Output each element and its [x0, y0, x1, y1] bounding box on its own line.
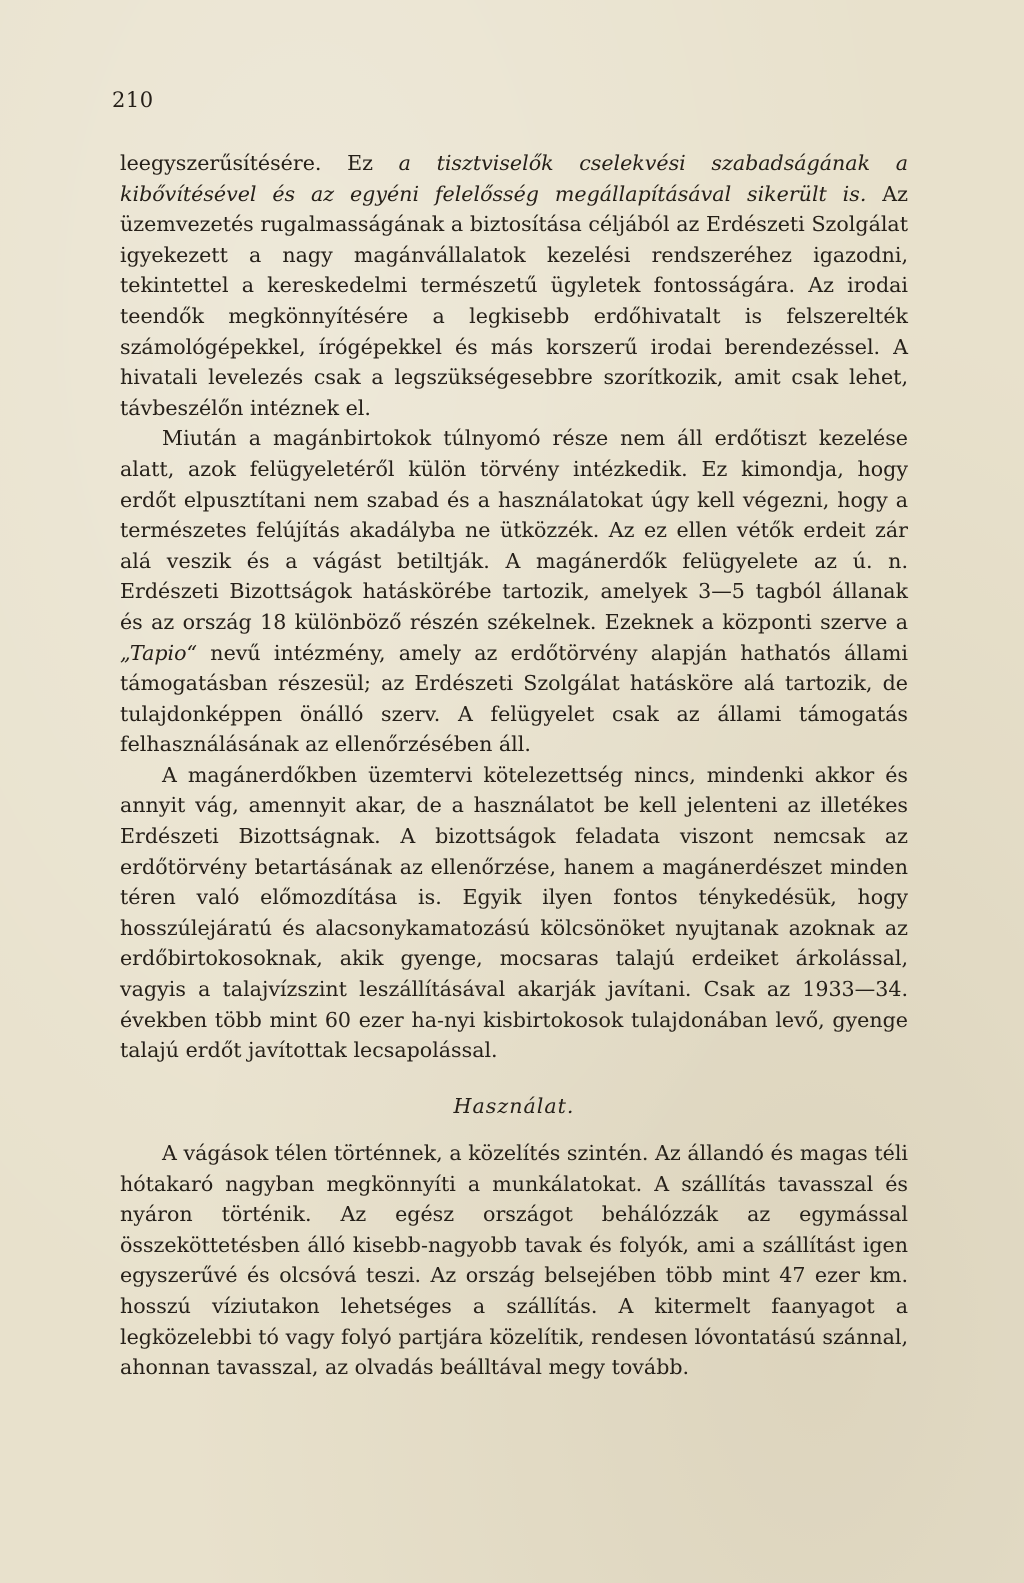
paragraph-2-text-end: nevű intézmény, amely az erdőtörvény alapján hathatós állami támogatásban részesül; az Erdészeti Szolgálat hatásköre alá tartozik, de tulajdonképpen önálló szerv. A felügyelet csak az állami támogatás felhasználásának az ellenőrzésében áll. — [120, 640, 908, 757]
page-number: 210 — [112, 88, 154, 112]
paragraph-2 — [120, 423, 908, 760]
paragraph-2-text-start: Miután a magánbirtokok túlnyomó része nem áll erdőtiszt kezelése alatt, azok felügyeletéről külön törvény intézkedik. Ez kimondja, hogy erdőt elpusztítani nem szabad és a használatokat úgy kell végezni, hogy a természetes felújítás akadályba ne ütközzék. Az ez ellen vétők erdeit zár alá veszik és a vágást betiltják. A magánerdők felügyelete az ú. n. Erdészeti Bizottságok hatáskörébe tartozik, amelyek 3—5 tagból állanak és az ország 18 különböző részén székelnek. Ezeknek a központi szerve a — [120, 426, 908, 634]
paragraph-1-text-start: leegyszerűsítésére. Ez — [120, 151, 399, 175]
section-text — [120, 1138, 908, 1383]
paragraph-1-italic: a tisztviselők cselekvési szabadságának a kibővítésével és az egyéni felelősség megállapításával sikerült is. — [120, 151, 908, 206]
paragraph-1 — [120, 148, 908, 423]
main-text — [120, 148, 908, 1066]
paragraph-1-text-end: Az üzemvezetés rugalmasságának a biztosítása céljából az Erdészeti Szolgálat igyekezett a nagy magánvállalatok kezelési rendszeréhez igazodni, tekintettel a kereskedelmi természetű ügyletek fontosságára. Az irodai teendők megkönnyítésére a legkisebb erdőhivatalt is felszerelték számológépekkel, írógépekkel és más korszerű irodai berendezéssel. A hivatali levelezés csak a legszükségesebbre szorítkozik, amit csak lehet, távbeszélőn intéznek el. — [120, 181, 908, 420]
paragraph-3: A magánerdőkben üzemtervi kötelezettség nincs, mindenki akkor és annyit vág, amennyit akar, de a használatot be kell jelenteni az illetékes Erdészeti Bizottságnak. A bizottságok feladata viszont nemcsak az erdőtörvény betartásának az ellenőrzése, hanem a magánerdészet minden téren való előmozdítása is. Egyik ilyen fontos ténykedésük, hogy hosszúlejáratú és alacsonykamatozású kölcsönöket nyujtanak azoknak az erdőbirtokosoknak, akik gyenge, mocsaras talajú erdeiket árkolással, vagyis a talajvízszint leszállításával akarják javítani. Csak az 1933—34. években több mint 60 ezer ha-nyi kisbirtokosok tulajdonában levő, gyenge talajú erdőt javítottak lecsapolással. — [120, 762, 908, 1063]
paragraph-2-italic: „Tapio“ — [120, 640, 198, 665]
section-title: Használat. — [453, 1094, 575, 1118]
paragraph-4: A vágások télen történnek, a közelítés szintén. Az állandó és magas téli hótakaró nagyban megkönnyíti a munkálatokat. A szállítás tavasszal és nyáron történik. Az egész országot behálózzák az egymással összeköttetésben álló kisebb-nagyobb tavak és folyók, ami a szállítást igen egyszerűvé és olcsóvá teszi. Az ország belsejében több mint 47 ezer km. hosszú víziutakon lehetséges a szállítás. A kitermelt faanyagot a legközelebbi tó vagy folyó partjára közelítik, rendesen lóvontatású szánnal, ahonnan tavasszal, az olvadás beálltával megy tovább. — [120, 1141, 908, 1380]
